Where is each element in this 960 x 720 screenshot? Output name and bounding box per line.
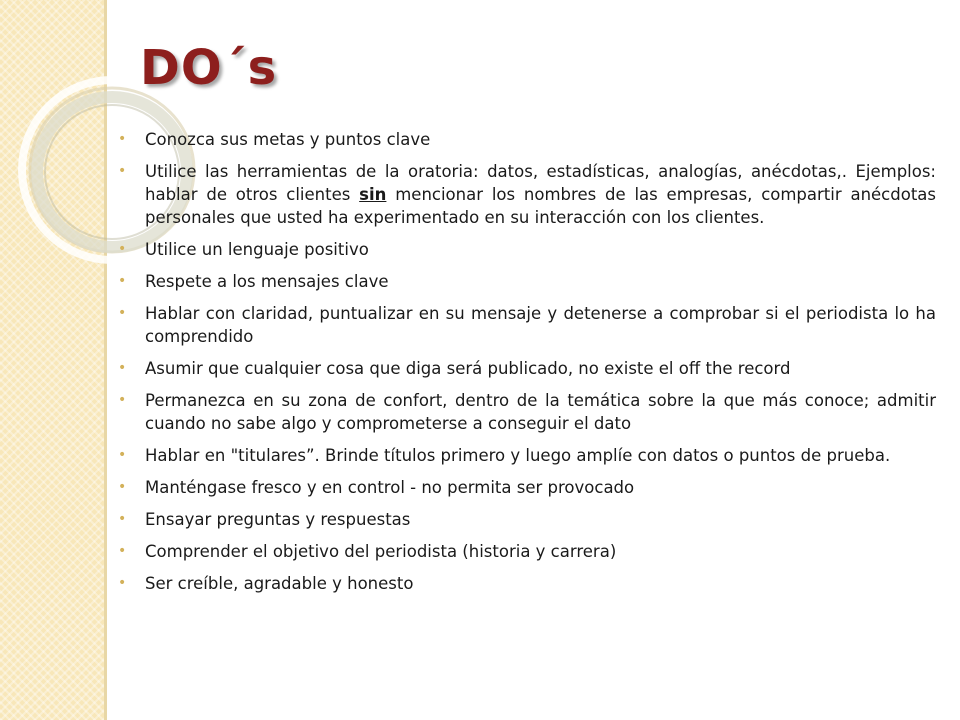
bullet-dot-icon: • [118, 479, 127, 495]
bullet-item [118, 357, 936, 380]
bullet-item [118, 444, 936, 467]
bullet-text: Manténgase fresco y en control - no permita ser provocado [145, 478, 635, 497]
bullet-item [118, 540, 936, 563]
bullet-item [118, 389, 936, 435]
bullet-dot-icon: • [118, 511, 127, 527]
bullet-dot-icon: • [118, 163, 127, 179]
bullet-item [118, 160, 936, 229]
bullet-text-continued: mencionar los nombres de las empresas, compartir anécdotas personales que usted ha experimentado en su interacción con los clientes. [145, 185, 936, 227]
bullet-item [118, 572, 936, 595]
bullet-dot-icon: • [118, 131, 127, 147]
bullet-text: Hablar con claridad, puntualizar en su mensaje y detenerse a comprobar si el periodista lo ha comprendido [145, 304, 936, 346]
bullet-text: Ensayar preguntas y respuestas [145, 510, 411, 529]
bullet-item [118, 508, 936, 531]
bullet-dot-icon: • [118, 305, 127, 321]
bullet-text: Hablar en "titulares”. Brinde títulos primero y luego amplíe con datos o puntos de prueba. [145, 446, 891, 465]
bullet-item [118, 128, 936, 151]
bullet-item [118, 302, 936, 348]
bullet-dot-icon: • [118, 575, 127, 591]
bullet-text: Conozca sus metas y puntos clave [145, 130, 431, 149]
bullet-text: Respete a los mensajes clave [145, 272, 389, 291]
bullet-item [118, 238, 936, 261]
bullet-item [118, 270, 936, 293]
bullet-text: Utilice un lenguaje positivo [145, 240, 369, 259]
bullet-text: Permanezca en su zona de confort, dentro de la temática sobre la que más conoce; admitir cuando no sabe algo y comprometerse a conseguir el dato [145, 391, 936, 433]
bullet-dot-icon: • [118, 543, 127, 559]
bullet-text: Comprender el objetivo del periodista (historia y carrera) [145, 542, 617, 561]
side-band-edge [104, 0, 107, 720]
bullet-item [118, 476, 936, 499]
bullet-text: Utilice las herramientas de la oratoria: datos, estadísticas, analogías, anécdotas,. Ejemplos: hablar de otros clientes [145, 162, 936, 204]
bullet-dot-icon: • [118, 392, 127, 408]
bullet-emphasis: sin [359, 185, 387, 204]
bullet-dot-icon: • [118, 241, 127, 257]
bullet-dot-icon: • [118, 447, 127, 463]
slide-title: DO´s [140, 40, 278, 96]
bullet-dot-icon: • [118, 273, 127, 289]
bullet-dot-icon: • [118, 360, 127, 376]
bullet-list [118, 128, 936, 604]
bullet-text: Ser creíble, agradable y honesto [145, 574, 414, 593]
side-band [0, 0, 104, 720]
bullet-text: Asumir que cualquier cosa que diga será publicado, no existe el off the record [145, 359, 791, 378]
